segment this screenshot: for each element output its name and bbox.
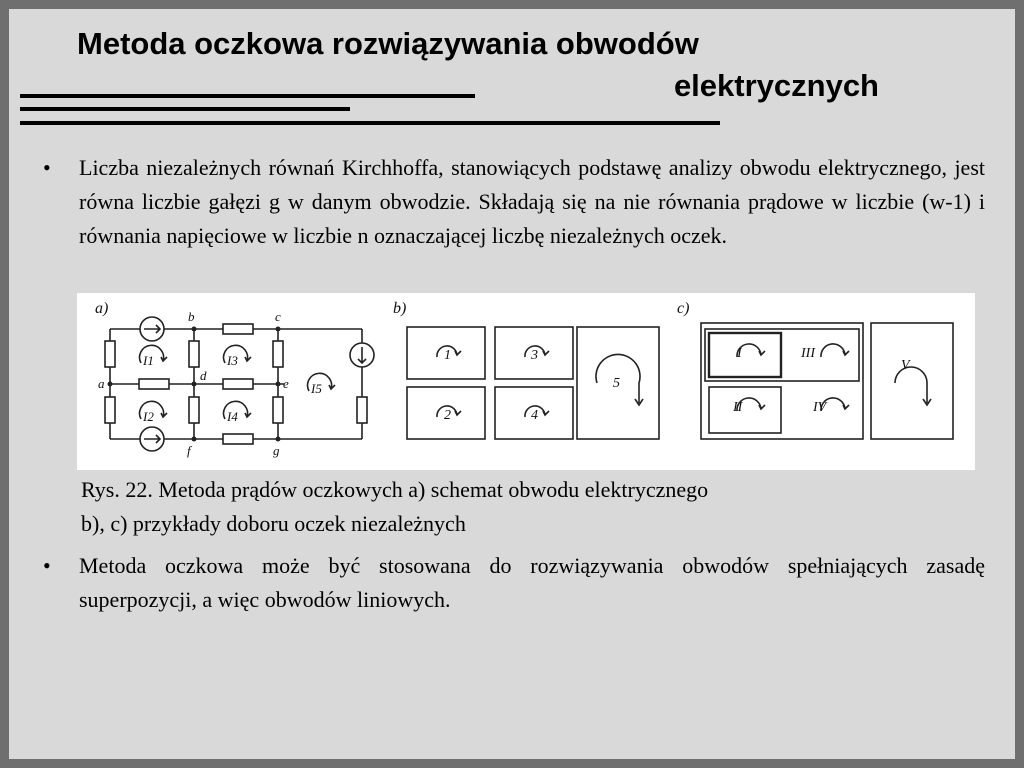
circuit-figure (77, 293, 975, 470)
node-label: c (275, 309, 281, 324)
node-label: d (200, 368, 207, 383)
panel-label-b: b) (393, 300, 407, 317)
title-line-2: elektrycznych (673, 68, 879, 103)
bullet-item-2 (43, 549, 985, 617)
caption-line-2: b), c) przykłady doboru oczek niezależnych (81, 511, 466, 536)
bullet-marker: • (43, 155, 51, 180)
panel-label-c: c) (677, 300, 690, 317)
current-label: I5 (311, 381, 322, 396)
circuit-diagram (77, 293, 975, 470)
current-label: I3 (227, 353, 238, 368)
loop-label-c: I (737, 346, 742, 361)
loop-label-c: V (901, 358, 910, 373)
title-rule-2 (20, 107, 350, 111)
bullet-text: Liczba niezależnych równań Kirchhoffa, stanowiących podstawę analizy obwodu elektrycznego, jest równa liczbie gałęzi g w danym obwodzie. Składają się na nie równania prądowe w liczbie (w-1) i równania napięciowe w liczbie n oznaczającej liczbę niezależnych oczek. (79, 155, 985, 248)
bullet-marker: • (43, 553, 51, 578)
figure-caption (81, 473, 961, 541)
loop-label-b: 5 (613, 376, 620, 391)
node-label: f (187, 443, 191, 458)
loop-label-b: 3 (531, 348, 538, 363)
caption-line-1: Rys. 22. Metoda prądów oczkowych a) schemat obwodu elektrycznego (81, 477, 709, 502)
loop-label-c: III (801, 346, 815, 361)
panel-label-a: a) (95, 300, 109, 317)
current-label: I1 (143, 353, 154, 368)
node-label: b (188, 309, 195, 324)
loop-label-c: II (733, 400, 743, 415)
title-rule-1 (20, 94, 475, 98)
slide (9, 9, 1015, 759)
title-rule-3 (20, 121, 720, 125)
bullet-text: Metoda oczkowa może być stosowana do rozwiązywania obwodów spełniających zasadę superpozycji, a więc obwodów liniowych. (79, 553, 985, 612)
current-label: I4 (227, 409, 238, 424)
loop-label-b: 4 (531, 408, 538, 423)
node-label: g (273, 443, 280, 458)
node-label: e (283, 376, 289, 391)
loop-label-b: 2 (444, 408, 451, 423)
loop-label-b: 1 (444, 348, 451, 363)
bullet-item-1 (43, 151, 985, 253)
node-label: a (98, 376, 105, 391)
title-line-1: Metoda oczkowa rozwiązywania obwodów (77, 26, 699, 61)
current-label: I2 (143, 409, 154, 424)
loop-label-c: IV (813, 400, 827, 415)
